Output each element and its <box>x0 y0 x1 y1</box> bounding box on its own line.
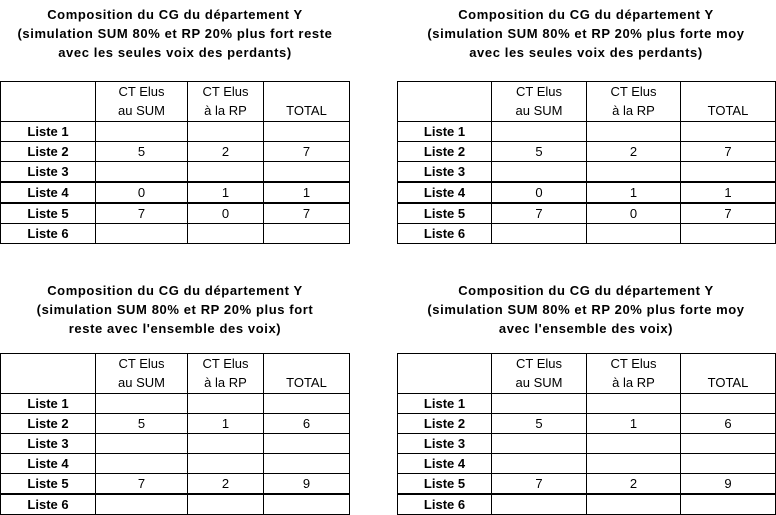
title-line-2: (simulation SUM 80% et RP 20% plus forte moy <box>427 302 745 317</box>
row-label: Liste 6 <box>1 224 96 244</box>
table-row <box>1 394 350 414</box>
cell-sum <box>492 224 587 244</box>
cell-total: 1 <box>264 182 350 203</box>
row-label: Liste 2 <box>398 142 492 162</box>
table-row <box>1 414 350 434</box>
header-row <box>398 354 776 394</box>
cell-total: 7 <box>264 203 350 224</box>
title-line-1: Composition du CG du département Y <box>47 283 303 298</box>
cell-sum: 0 <box>492 182 587 203</box>
cell-rp <box>587 162 681 183</box>
panel-title <box>397 281 775 338</box>
cell-rp <box>587 494 681 515</box>
cell-total <box>681 162 776 183</box>
table-row <box>1 142 350 162</box>
table-row <box>1 494 350 515</box>
row-label: Liste 6 <box>398 224 492 244</box>
cell-rp <box>587 434 681 454</box>
cell-sum: 5 <box>492 414 587 434</box>
cell-rp <box>587 454 681 474</box>
cell-sum <box>492 394 587 414</box>
composition-table <box>397 353 776 515</box>
table-row <box>398 494 776 515</box>
table-row <box>1 474 350 495</box>
row-label: Liste 3 <box>1 434 96 454</box>
cell-sum: 5 <box>492 142 587 162</box>
panel-bottom-right <box>397 276 776 514</box>
cell-total <box>681 394 776 414</box>
title-line-2: (simulation SUM 80% et RP 20% plus fort <box>36 302 314 317</box>
cell-total <box>264 394 350 414</box>
col-header-total: TOTAL <box>264 82 350 122</box>
title-line-3: avec l'ensemble des voix) <box>498 321 674 336</box>
cell-total: 9 <box>681 474 776 495</box>
cell-sum: 7 <box>492 203 587 224</box>
row-label: Liste 1 <box>398 122 492 142</box>
col-header-sum: CT Elus au SUM <box>96 354 188 394</box>
header-corner <box>398 354 492 394</box>
cell-sum: 7 <box>492 474 587 495</box>
table-row <box>398 142 776 162</box>
row-label: Liste 5 <box>1 203 96 224</box>
cell-rp: 1 <box>587 414 681 434</box>
cell-total <box>681 494 776 515</box>
composition-table <box>0 353 350 515</box>
col-header-sum: CT Elus au SUM <box>492 354 587 394</box>
cell-sum <box>96 394 188 414</box>
table-row <box>1 203 350 224</box>
cell-rp: 2 <box>587 142 681 162</box>
row-label: Liste 5 <box>398 203 492 224</box>
table-row <box>398 203 776 224</box>
cell-total: 9 <box>264 474 350 495</box>
cell-sum <box>492 454 587 474</box>
col-header-rp: CT Elus à la RP <box>188 82 264 122</box>
row-label: Liste 4 <box>1 182 96 203</box>
col-header-rp: CT Elus à la RP <box>587 354 681 394</box>
cell-total <box>264 454 350 474</box>
cell-rp: 2 <box>188 142 264 162</box>
header-row <box>1 82 350 122</box>
cell-total: 7 <box>264 142 350 162</box>
row-label: Liste 1 <box>1 394 96 414</box>
cell-rp <box>188 122 264 142</box>
table-row <box>398 474 776 495</box>
header-row <box>398 82 776 122</box>
row-label: Liste 2 <box>1 142 96 162</box>
table-row <box>398 224 776 244</box>
cell-sum <box>96 454 188 474</box>
table-row <box>1 182 350 203</box>
row-label: Liste 4 <box>1 454 96 474</box>
cell-total <box>681 454 776 474</box>
cell-total: 6 <box>681 414 776 434</box>
cell-total: 7 <box>681 142 776 162</box>
cell-rp <box>188 454 264 474</box>
cell-sum: 0 <box>96 182 188 203</box>
row-label: Liste 2 <box>398 414 492 434</box>
row-label: Liste 2 <box>1 414 96 434</box>
cell-total <box>264 162 350 183</box>
cell-total <box>681 224 776 244</box>
table-row <box>1 122 350 142</box>
col-header-sum: CT Elus au SUM <box>492 82 587 122</box>
table-row <box>398 454 776 474</box>
title-line-2: (simulation SUM 80% et RP 20% plus fort reste <box>17 26 333 41</box>
table-row <box>398 162 776 183</box>
table-row <box>398 182 776 203</box>
cell-sum <box>96 162 188 183</box>
cell-sum <box>96 224 188 244</box>
row-label: Liste 3 <box>398 162 492 183</box>
row-label: Liste 5 <box>1 474 96 495</box>
composition-table <box>0 81 350 244</box>
cell-sum <box>96 122 188 142</box>
cell-rp: 1 <box>188 414 264 434</box>
cell-rp <box>188 394 264 414</box>
cell-sum: 5 <box>96 414 188 434</box>
panel-title <box>397 5 775 62</box>
cell-rp: 2 <box>587 474 681 495</box>
table-row <box>1 434 350 454</box>
panel-title <box>0 281 350 338</box>
col-header-rp: CT Elus à la RP <box>188 354 264 394</box>
row-label: Liste 3 <box>398 434 492 454</box>
cell-rp <box>188 162 264 183</box>
cell-total: 7 <box>681 203 776 224</box>
cell-rp <box>188 434 264 454</box>
header-corner <box>1 82 96 122</box>
col-header-rp: CT Elus à la RP <box>587 82 681 122</box>
table-row <box>398 414 776 434</box>
title-line-1: Composition du CG du département Y <box>458 283 714 298</box>
cell-total <box>681 122 776 142</box>
row-label: Liste 5 <box>398 474 492 495</box>
table-row <box>1 454 350 474</box>
cell-total <box>264 494 350 515</box>
row-label: Liste 1 <box>1 122 96 142</box>
cell-rp <box>587 224 681 244</box>
panel-top-left <box>0 0 350 245</box>
header-corner <box>1 354 96 394</box>
col-header-total: TOTAL <box>681 354 776 394</box>
row-label: Liste 1 <box>398 394 492 414</box>
composition-table <box>397 81 776 244</box>
cell-total <box>264 434 350 454</box>
table-row <box>398 434 776 454</box>
cell-sum <box>96 494 188 515</box>
cell-total: 6 <box>264 414 350 434</box>
cell-sum <box>492 122 587 142</box>
table-row <box>398 394 776 414</box>
col-header-total: TOTAL <box>264 354 350 394</box>
cell-sum <box>492 494 587 515</box>
cell-sum <box>492 162 587 183</box>
title-line-1: Composition du CG du département Y <box>458 7 714 22</box>
title-line-3: avec les seules voix des perdants) <box>58 45 292 60</box>
cell-total <box>264 224 350 244</box>
table-row <box>1 224 350 244</box>
cell-rp <box>188 494 264 515</box>
panel-top-right <box>397 0 776 245</box>
row-label: Liste 4 <box>398 454 492 474</box>
cell-sum: 5 <box>96 142 188 162</box>
row-label: Liste 6 <box>1 494 96 515</box>
cell-rp <box>587 122 681 142</box>
row-label: Liste 3 <box>1 162 96 183</box>
cell-sum <box>96 434 188 454</box>
row-label: Liste 6 <box>398 494 492 515</box>
cell-rp: 0 <box>587 203 681 224</box>
cell-sum <box>492 434 587 454</box>
header-row <box>1 354 350 394</box>
title-line-3: reste avec l'ensemble des voix) <box>68 321 282 336</box>
panel-bottom-left <box>0 276 350 514</box>
table-row <box>398 122 776 142</box>
title-line-1: Composition du CG du département Y <box>47 7 303 22</box>
cell-total <box>681 434 776 454</box>
cell-rp: 1 <box>587 182 681 203</box>
col-header-total: TOTAL <box>681 82 776 122</box>
cell-sum: 7 <box>96 203 188 224</box>
panel-title <box>0 5 350 62</box>
title-line-3: avec les seules voix des perdants) <box>469 45 703 60</box>
cell-rp: 0 <box>188 203 264 224</box>
cell-total: 1 <box>681 182 776 203</box>
cell-rp <box>587 394 681 414</box>
header-corner <box>398 82 492 122</box>
cell-rp: 2 <box>188 474 264 495</box>
cell-sum: 7 <box>96 474 188 495</box>
cell-rp <box>188 224 264 244</box>
cell-rp: 1 <box>188 182 264 203</box>
title-line-2: (simulation SUM 80% et RP 20% plus forte moy <box>427 26 745 41</box>
row-label: Liste 4 <box>398 182 492 203</box>
table-row <box>1 162 350 183</box>
col-header-sum: CT Elus au SUM <box>96 82 188 122</box>
cell-total <box>264 122 350 142</box>
